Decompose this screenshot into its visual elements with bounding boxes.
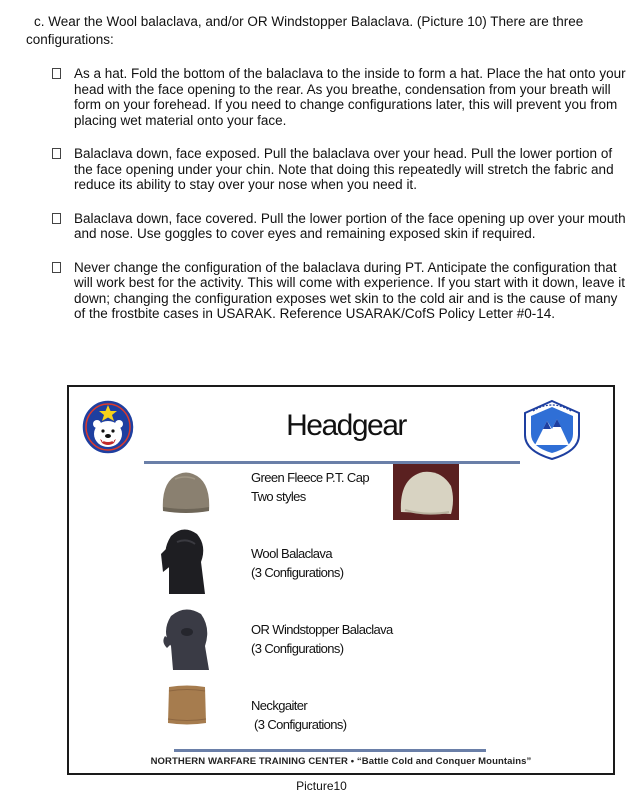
item-name: Green Fleece P.T. Cap — [251, 470, 369, 485]
wool-balaclava-image — [155, 524, 213, 596]
item-caption — [251, 544, 344, 582]
title-divider — [144, 461, 520, 464]
intro-paragraph: c. Wear the Wool balaclava, and/or OR Windstopper Balaclava. (Picture 10) There are three configurations: — [26, 14, 584, 47]
slide-footer: NORTHERN WARFARE TRAINING CENTER • “Battle Cold and Conquer Mountains” — [150, 756, 532, 767]
item-name: Neckgaiter — [251, 698, 308, 713]
item-detail: Two styles — [251, 489, 306, 504]
bullet-box-icon — [52, 213, 61, 224]
picture-caption: Picture10 — [296, 779, 347, 793]
neckgaiter-image — [166, 683, 208, 727]
item-caption — [251, 696, 347, 734]
item-caption — [251, 620, 393, 658]
list-item-text: Never change the configuration of the balaclava during PT. Anticipate the configuration that will work best for the activity. This will come with experience. If you start with it down, leave it down; changing the configuration exposes wet skin to the cold air and is the cause of many of the frostbite cases in USARAK. Reference USARAK/CofS Policy Letter #0-14. — [74, 259, 625, 321]
list-item-text: Balaclava down, face exposed. Pull the balaclava over your head. Pull the lower portion of the face opening under your chin. Note that doing this repeatedly will stretch the fabric and reduce its ability to stay over your nose when you need it. — [74, 146, 614, 192]
bullet-box-icon — [52, 262, 61, 273]
slide-title: Headgear — [286, 409, 406, 442]
fleece-cap-white-image — [393, 464, 459, 520]
list-item-text: Balaclava down, face covered. Pull the lower portion of the face opening up over your mouth and nose. Use goggles to cover eyes and remaining exposed skin if required. — [74, 210, 626, 241]
item-detail: (3 Configurations) — [251, 565, 344, 580]
item-name: OR Windstopper Balaclava — [251, 622, 393, 637]
list-item — [52, 146, 632, 193]
configuration-list — [52, 66, 632, 340]
list-item — [52, 66, 632, 128]
item-detail: (3 Configurations) — [251, 641, 344, 656]
windstopper-balaclava-image — [157, 602, 217, 672]
bullet-box-icon — [52, 148, 61, 159]
item-caption — [251, 468, 369, 506]
item-name: Wool Balaclava — [251, 546, 332, 561]
bullet-box-icon — [52, 68, 61, 79]
list-item — [52, 260, 632, 322]
headgear-slide — [67, 385, 615, 775]
fleece-cap-image — [159, 469, 213, 515]
item-detail: (3 Configurations) — [251, 717, 347, 732]
footer-divider — [174, 749, 486, 752]
list-item — [52, 211, 632, 242]
list-item-text: As a hat. Fold the bottom of the balaclava to the inside to form a hat. Place the hat onto your head with the face opening to the rear. As you breathe, condensation from your breath will form on your forehead. If you need to change configurations later, this will prevent you from placing wet material onto your face. — [74, 66, 626, 128]
